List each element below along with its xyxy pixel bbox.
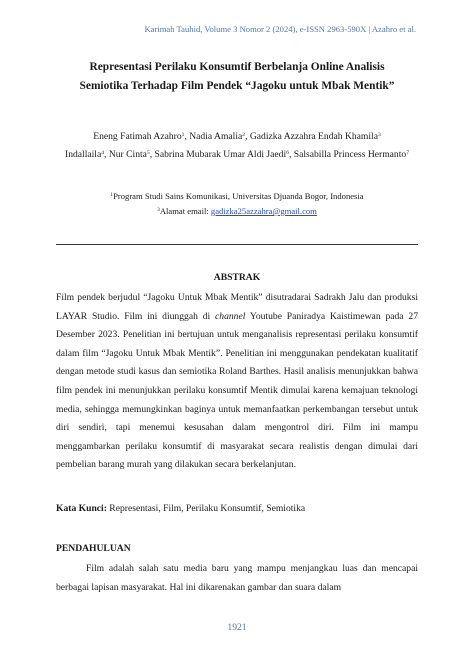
author-sup: 1	[181, 132, 185, 138]
author-name: Nadia Amalia	[189, 131, 243, 142]
section-divider	[56, 244, 418, 245]
title-line-2: Semiotika Terhadap Film Pendek “Jagoku untuk Mbak Mentik”	[79, 80, 395, 92]
author-name: Sabrina Mubarak Umar Aldi Jaedi	[154, 149, 287, 160]
email-sup: 3	[157, 207, 160, 213]
keywords	[56, 502, 418, 516]
author-sup: 4	[101, 150, 105, 156]
abstract-heading: ABSTRAK	[213, 272, 261, 283]
author-name: Salsabilla Princess Hermanto	[293, 149, 407, 160]
author-sup: 3	[377, 132, 381, 138]
section-heading-introduction: PENDAHULUAN	[56, 543, 131, 554]
author-list	[40, 127, 434, 163]
email-link[interactable]: gadizka25azzahra@gmail.com	[210, 206, 317, 216]
author-sup: 7	[406, 150, 409, 156]
affiliation-sup: 1	[110, 192, 114, 198]
author-name: Eneng Fatimah Azahro	[93, 131, 182, 142]
email-line	[40, 203, 434, 218]
paper-title	[40, 58, 434, 96]
author-sup: 5	[146, 150, 150, 156]
author-name: Nur Cinta	[108, 149, 147, 160]
affiliation	[40, 188, 434, 203]
author-sup: 6	[286, 150, 289, 156]
affiliation-text: Program Studi Sains Komunikasi, Universitas Djuanda Bogor, Indonesia	[113, 191, 364, 201]
author-sup: 2	[242, 132, 246, 138]
running-header: Karimah Tauhid, Volume 3 Nomor 2 (2024), e-ISSN 2963-590X | Azahro et al.	[144, 24, 416, 34]
keywords-label: Kata Kunci:	[56, 503, 107, 514]
author-name: Indallaila	[65, 149, 102, 160]
affiliation-block	[40, 188, 434, 218]
title-line-1: Representasi Perilaku Konsumtif Berbelanja Online Analisis	[89, 61, 385, 73]
keywords-text: Representasi, Film, Perilaku Konsumtif, Semiotika	[106, 503, 306, 514]
author-line-2: Indallaila$^4$, Nur Cinta$^5$, Sabrina Mubarak Umar Aldi Jaedi$^6$, Salsabilla Princess Hermanto$^7$	[65, 149, 409, 160]
introduction-text: Film adalah salah satu media baru yang mampu menjangkau luas dan mencapai berbagai lapisan masyarakat. Hal ini dikarenakan gambar dan suara dalam	[56, 563, 418, 593]
author-name: Gadizka Azzahra Endah Khamila	[249, 131, 378, 142]
abstract-text: Film pendek berjudul “Jagoku Untuk Mbak Mentik” disutradarai Sadrakh Jalu dan produksi LAYAR Studio. Film ini diunggah di channel Youtube Paniradya Kaistimewan pada 27 Desember 2023. Penelitian ini bertujuan untuk menganalisis representasi perilaku konsumtif dalam film “Jagoku Untuk Mbak Mentik”. Penelitian ini menggunakan pendekatan kualitatif dengan metode studi kasus dan semiotika Roland Barthes. Hasil analisis menunjukkan bahwa film pendek ini menunjukkan perilaku konsumtif Mentik dimulai karena kemajuan teknologi media, sehingga memungkinkan baginya untuk memanfaatkan perkembangan tersebut untuk diri sendiri, tapi menemui kesusahan dalam mengontrol diri. Film ini mampu menggambarkan perilaku konsumtif di masyarakat secara realistis dengan dimulai dari pembelian barang murah yang dilakukan secara berkelanjutan.	[56, 292, 418, 471]
author-line-1: Eneng Fatimah Azahro$^1$, Nadia Amalia$^2$, Gadizka Azzahra Endah Khamila$^3$	[93, 131, 381, 142]
abstract-italic: channel	[215, 310, 246, 322]
email-label: Alamat email:	[159, 206, 211, 216]
page-number: 1921	[227, 622, 247, 633]
